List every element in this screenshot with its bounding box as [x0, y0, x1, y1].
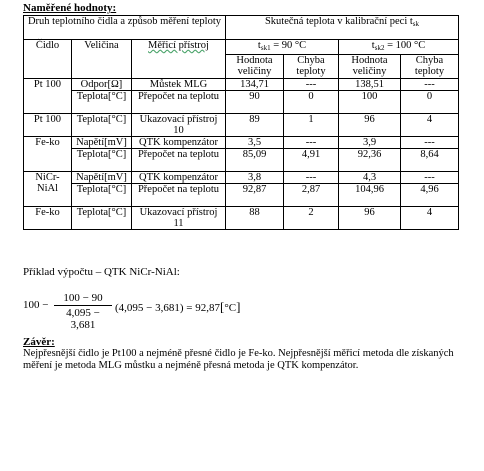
- formula-numerator: 100 − 90: [63, 292, 103, 304]
- cell-velicina: Teplota[°C]: [72, 184, 132, 207]
- cell-chyba-1: 4,91: [284, 149, 339, 172]
- cell-hodnota-2: 96: [339, 207, 401, 230]
- cell-chyba-1: 0: [284, 91, 339, 114]
- col-chyba-1: Chyba teploty: [284, 55, 339, 79]
- table-row: [24, 172, 459, 184]
- cell-pristroj: Ukazovací přístroj 11: [132, 207, 226, 230]
- cell-hodnota-2: 96: [339, 114, 401, 137]
- table-row: [24, 207, 459, 230]
- col-hodnota-1: Hodnota veličiny: [226, 55, 284, 79]
- cell-pristroj: Přepočet na teplotu: [132, 91, 226, 114]
- cell-velicina: Odpor[Ω]: [72, 79, 132, 91]
- table-row: [24, 149, 459, 172]
- formula-unit: °C: [224, 302, 237, 314]
- tk2-value: = 100 °C: [384, 40, 426, 51]
- fraction-bar: [54, 305, 112, 306]
- table-row: [24, 137, 459, 149]
- header-real-temperature: [226, 16, 459, 40]
- col-pristroj-label: Měřicí přístroj: [148, 40, 209, 51]
- cell-hodnota-1: 3,5: [226, 137, 284, 149]
- cell-velicina: Teplota[°C]: [72, 207, 132, 230]
- conclusion-text: Nejpřesnější čidlo je Pt100 a nejméně přesné čidlo je Fe-ko. Nejpřesnější měřicí metoda dle získaných měření je metoda MLG můstku a nejméně přesná metoda je QTK kompenzátor.: [23, 348, 454, 371]
- table-row: [24, 91, 459, 114]
- formula-fraction: [54, 292, 112, 331]
- cell-pristroj: Můstek MLG: [132, 79, 226, 91]
- conclusion-title: Závěr:: [23, 336, 55, 348]
- cell-chyba-2: 8,64: [401, 149, 459, 172]
- table-row: [24, 114, 459, 137]
- cell-chyba-1: 2,87: [284, 184, 339, 207]
- cell-hodnota-1: 90: [226, 91, 284, 114]
- bracket-close: ]: [236, 299, 241, 314]
- tk2-header: [339, 40, 459, 55]
- cell-hodnota-2: 104,96: [339, 184, 401, 207]
- bracket-open: [: [219, 299, 225, 314]
- table-row: [24, 184, 459, 207]
- cell-cidlo: Fe-ko: [24, 137, 72, 172]
- cell-pristroj: Ukazovací přístroj 10: [132, 114, 226, 137]
- formula-lead: 100 −: [23, 299, 49, 311]
- cell-chyba-2: 4: [401, 114, 459, 137]
- cell-chyba-2: 4: [401, 207, 459, 230]
- cell-pristroj: QTK kompenzátor: [132, 137, 226, 149]
- header-sensor-type: Druh teplotního čidla a způsob měření teploty: [24, 16, 226, 40]
- cell-pristroj: Přepočet na teplotu: [132, 184, 226, 207]
- col-cidlo-header: Čidlo: [24, 40, 72, 79]
- cell-hodnota-1: 89: [226, 114, 284, 137]
- cell-hodnota-1: 85,09: [226, 149, 284, 172]
- example-formula: [23, 292, 323, 331]
- col-velicina-header: Veličina: [72, 40, 132, 79]
- table-row: [24, 79, 459, 91]
- tk1-label: t: [257, 40, 261, 51]
- cell-chyba-1: ---: [284, 79, 339, 91]
- tk1-header: [226, 40, 339, 55]
- cell-velicina: Napětí[mV]: [72, 137, 132, 149]
- cell-hodnota-1: 88: [226, 207, 284, 230]
- cell-chyba-2: ---: [401, 172, 459, 184]
- cell-hodnota-2: 3,9: [339, 137, 401, 149]
- cell-chyba-1: ---: [284, 172, 339, 184]
- measurement-table: [23, 15, 459, 230]
- cell-hodnota-2: 138,51: [339, 79, 401, 91]
- cell-hodnota-2: 100: [339, 91, 401, 114]
- cell-hodnota-1: 3,8: [226, 172, 284, 184]
- cell-velicina: Teplota[°C]: [72, 114, 132, 137]
- cell-velicina: Teplota[°C]: [72, 91, 132, 114]
- tk1-sub: sk1: [260, 44, 271, 52]
- cell-hodnota-1: 92,87: [226, 184, 284, 207]
- cell-cidlo: Fe-ko: [24, 207, 72, 230]
- table-header-row: [24, 16, 459, 40]
- tk1-value: = 90 °C: [270, 40, 307, 51]
- cell-pristroj: QTK kompenzátor: [132, 172, 226, 184]
- cell-cidlo: Pt 100: [24, 114, 72, 137]
- cell-velicina: Napětí[mV]: [72, 172, 132, 184]
- section-heading: Naměřené hodnoty:: [23, 2, 117, 14]
- cell-chyba-2: 4,96: [401, 184, 459, 207]
- cell-cidlo: Pt 100: [24, 79, 72, 114]
- cell-chyba-1: 2: [284, 207, 339, 230]
- tk2-sub: sk2: [374, 44, 385, 52]
- formula-result: (4,095 − 3,681) = 92,87: [115, 302, 220, 314]
- table-subheader-row: [24, 40, 459, 55]
- col-hodnota-2: Hodnota veličiny: [339, 55, 401, 79]
- header-real-temperature-text: Skutečná teplota v kalibrační peci t: [264, 16, 413, 27]
- col-pristroj-header: [132, 40, 226, 79]
- cell-hodnota-2: 92,36: [339, 149, 401, 172]
- cell-velicina: Teplota[°C]: [72, 149, 132, 172]
- cell-chyba-2: ---: [401, 137, 459, 149]
- cell-pristroj: Přepočet na teplotu: [132, 149, 226, 172]
- header-real-temperature-sub: sk: [412, 20, 420, 28]
- cell-chyba-2: ---: [401, 79, 459, 91]
- cell-hodnota-1: 134,71: [226, 79, 284, 91]
- formula-tail: [115, 299, 240, 315]
- example-title: Příklad výpočtu – QTK NiCr-NiAl:: [23, 266, 180, 278]
- col-chyba-2: Chyba teploty: [401, 55, 459, 79]
- cell-chyba-1: 1: [284, 114, 339, 137]
- cell-hodnota-2: 4,3: [339, 172, 401, 184]
- formula-denominator: 4,095 − 3,681: [66, 307, 100, 331]
- cell-chyba-1: ---: [284, 137, 339, 149]
- cell-cidlo: NiCr-NiAl: [24, 172, 72, 207]
- cell-chyba-2: 0: [401, 91, 459, 114]
- tk2-label: t: [371, 40, 375, 51]
